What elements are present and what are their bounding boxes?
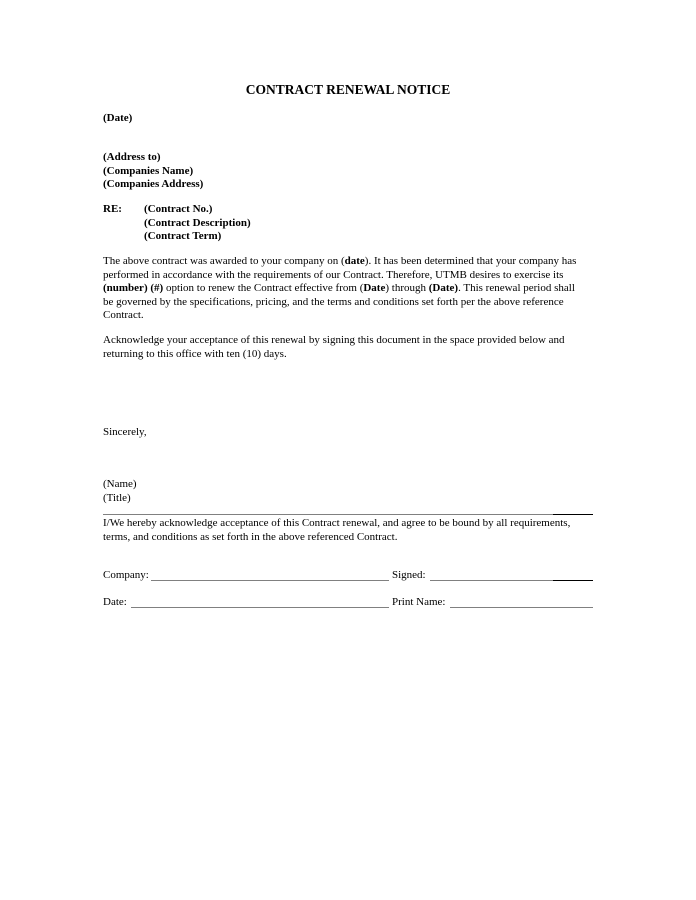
body-paragraph-1 xyxy=(103,255,595,323)
text-run: . This renewal period shall xyxy=(458,282,575,294)
date-blank[interactable] xyxy=(131,607,389,608)
re-block xyxy=(144,203,251,244)
address-line: (Companies Address) xyxy=(103,178,204,190)
divider-line xyxy=(103,514,593,515)
closing: Sincerely, xyxy=(103,426,147,438)
print-name-blank[interactable] xyxy=(450,607,593,608)
paragraph-line: terms, and conditions as set forth in the above referenced Contract. xyxy=(103,530,398,543)
paragraph-line: Contract. xyxy=(103,309,144,321)
signed-blank-accent xyxy=(553,580,593,581)
text-run: option to renew the Contract effective from ( xyxy=(163,282,364,294)
signer-title: (Title) xyxy=(103,491,131,504)
print-name-label: Print Name: xyxy=(392,596,446,608)
address-block xyxy=(103,151,203,192)
document-title: CONTRACT RENEWAL NOTICE xyxy=(245,82,451,97)
signed-label: Signed: xyxy=(392,569,426,581)
date-label: Date: xyxy=(103,596,127,608)
text-run: ). It has been determined that your company has xyxy=(364,255,577,267)
address-line: (Address to) xyxy=(103,151,161,163)
date-placeholder: (Date) xyxy=(103,112,133,124)
text-run: ) through xyxy=(385,282,429,294)
paragraph-line: I/We hereby acknowledge acceptance of this Contract renewal, and agree to be bound by all requirements, xyxy=(103,517,571,529)
re-line: (Contract Description) xyxy=(144,216,251,229)
text-run: The above contract was awarded to your company on ( xyxy=(103,255,345,267)
text-run: Date xyxy=(363,282,386,294)
text-run: (Date) xyxy=(428,282,459,294)
company-blank[interactable] xyxy=(151,580,389,581)
re-label: RE: xyxy=(103,203,122,215)
paragraph-line xyxy=(103,282,595,296)
paragraph-line: be governed by the specifications, pricing, and the terms and conditions set forth per the above reference xyxy=(103,295,564,308)
paragraph-line: performed in accordance with the requirements of our Contract. Therefore, UTMB desires to exercise its xyxy=(103,268,564,281)
body-paragraph-2 xyxy=(103,334,595,361)
paragraph-line: Acknowledge your acceptance of this renewal by signing this document in the space provided below and xyxy=(103,334,565,346)
signer-name: (Name) xyxy=(103,478,137,490)
text-run: (number) (#) xyxy=(103,282,164,294)
paragraph-line xyxy=(103,255,595,269)
text-run: date xyxy=(344,255,365,267)
acknowledgement-paragraph xyxy=(103,517,595,544)
paragraph-line: returning to this office with ten (10) days. xyxy=(103,347,287,360)
re-line: (Contract Term) xyxy=(144,230,222,242)
re-line: (Contract No.) xyxy=(144,203,213,215)
address-line: (Companies Name) xyxy=(103,164,194,177)
company-label: Company: xyxy=(103,569,149,581)
signer-block xyxy=(103,478,137,505)
divider-line-accent xyxy=(553,514,593,515)
